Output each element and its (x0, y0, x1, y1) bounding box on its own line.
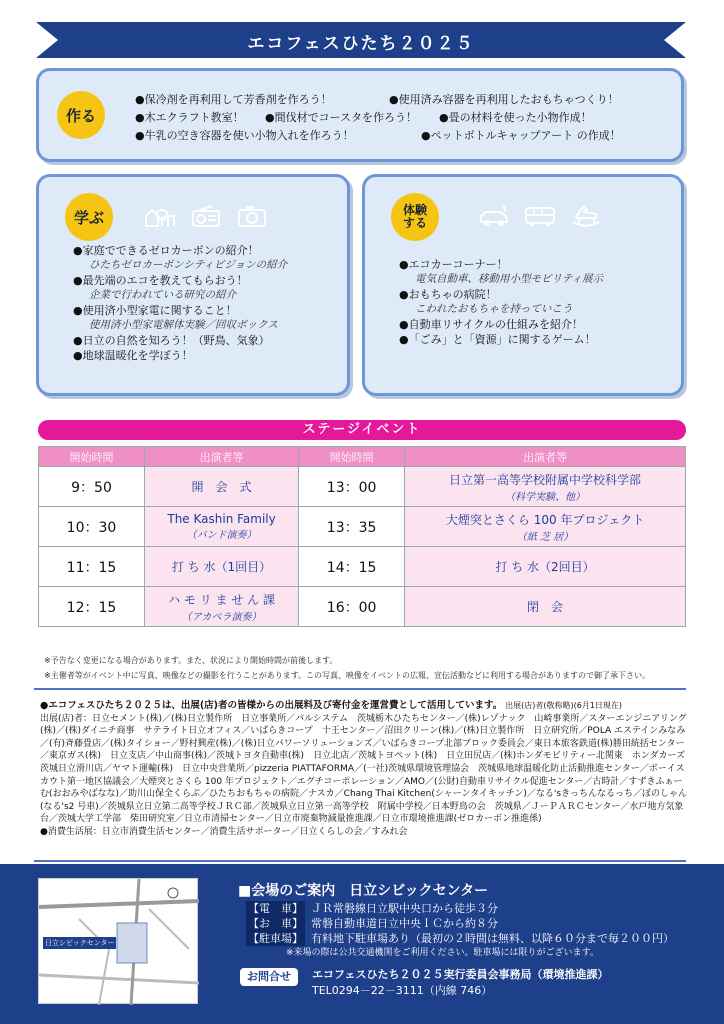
exhibitor-date: 出展(店)者(敬称略)(6月1日現在) (505, 701, 623, 710)
performer: 打 ち 水（1回目） (171, 560, 272, 574)
stage-notes (44, 653, 650, 683)
exhibitor-lead: ●エコフェスひたち２０２５は、出展(店)者の皆様からの出展料及び寄付金を運営費として活用しています。 (40, 700, 503, 711)
tsukuru-item: ●畳の材料を使った小物作成！ (439, 111, 592, 124)
tsukuru-item: ●保冷剤を再利用して芳香剤を作ろう！ (135, 93, 332, 106)
taiken-panel (362, 174, 684, 396)
start-time: 16：00 (299, 587, 405, 627)
start-time: 9：50 (39, 467, 145, 507)
col-header-time: 開始時間 (39, 447, 145, 467)
manabu-item-sub: 企業で行われている研究の紹介 (89, 289, 236, 301)
page-title: エコフェスひたち２０２５ (247, 34, 475, 54)
performer-note: （科学実験、他） (505, 491, 586, 503)
tsukuru-item: ●間伐材でコースタを作ろう！ (265, 111, 418, 124)
table-row (39, 507, 686, 547)
manabu-badge: 学ぶ (65, 193, 113, 241)
access-text: ＪＲ常磐線日立駅中央口から徒歩３分 (311, 902, 498, 915)
access-text: 常磐自動車道日立中央ＩＣから約８分 (311, 917, 498, 930)
start-time: 13：35 (299, 507, 405, 547)
table-row (39, 467, 686, 507)
performer: 打 ち 水（2回目） (495, 560, 595, 574)
performer: The Kashin Family (167, 512, 276, 526)
performer: 大煙突とさくら 100 年プロジェクト (445, 512, 645, 527)
consumer-exhibition: ●消費生活展：日立市消費生活センター／消費生活サポーター／日立くらしの会／すみれ会 (40, 826, 408, 837)
performer: 開 会 式 (191, 480, 252, 494)
contact-org: エコフェスひたち２０２５実行委員会事務局（環境推進課） (312, 968, 609, 981)
tsukuru-item: ●牛乳の空き容器を使い小物入れを作ろう！ (135, 129, 354, 142)
performer: ハ モ リ ま せ ん 課 (168, 592, 275, 607)
contact-tel: TEL0294－22－3111（内線 746） (312, 984, 493, 997)
manabu-item-sub: 使用済小型家電解体実験／回収ボックス (89, 319, 278, 331)
contact-info (312, 967, 608, 999)
manabu-item-title: ●最先端のエコを教えてもらおう！ (73, 274, 248, 287)
rocking-horse-icon (569, 203, 603, 229)
title-banner (36, 22, 686, 58)
taiken-badge: 体験 する (391, 193, 439, 241)
radio-icon (189, 203, 223, 229)
contact-label: お問合せ (240, 968, 298, 986)
camera-icon (235, 203, 269, 229)
taiken-item-title: ●自動車リサイクルの仕組みを紹介！ (399, 318, 584, 331)
performer: 日立第一高等学校附属中学校科学部 (449, 472, 642, 487)
tsukuru-item: ●使用済み容器を再利用したおもちゃつくり！ (389, 93, 619, 106)
taiken-item-title: ●「ごみ」と「資源」に関するゲーム！ (399, 333, 596, 346)
col-header-performer: 出演者等 (145, 447, 299, 467)
section-divider (34, 860, 686, 862)
venue-title: ■会場のご案内 日立シビックセンター (238, 883, 489, 899)
col-header-performer: 出演者等 (405, 447, 686, 467)
access-label: 【お 車】 (248, 917, 303, 930)
venue-map (38, 878, 198, 1004)
venue-access (246, 901, 674, 961)
exhibitor-section (40, 700, 690, 839)
taiken-item-sub: こわれたおもちゃを持っていこう (415, 303, 573, 315)
taiken-item-sub: 電気自動車、移動用小型モビリティ展示 (415, 273, 603, 285)
access-label: 【電 車】 (248, 902, 303, 915)
manabu-list (73, 243, 287, 363)
start-time: 14：15 (299, 547, 405, 587)
manabu-panel (36, 174, 350, 396)
tsukuru-badge: 作る (57, 91, 105, 139)
stage-schedule-table (38, 446, 686, 627)
tsukuru-item: ●ペットボトルキャップアート の作成！ (421, 129, 621, 142)
stage-note: ※予告なく変更になる場合があります。また、状況により開始時間が前後します。 (44, 656, 338, 665)
manabu-item-title: ●家庭でできるゼロカーボンの紹介！ (73, 244, 259, 257)
stage-note: ※主催者等がイベント中に写真、映像などの撮影を行うことがあります。この写真、映像をイベントの広報、宣伝活動などに利用する場合がありますので御了承下さい。 (44, 671, 651, 680)
start-time: 10：30 (39, 507, 145, 547)
table-row (39, 587, 686, 627)
performer: 閉 会 (527, 600, 564, 614)
taiken-item-title: ●おもちゃの病院！ (399, 288, 497, 301)
parking-note: ※来場の際は公共交通機関をご利用ください。駐車場には限りがございます。 (286, 948, 599, 958)
access-text: 有料地下駐車場あり（最初の２時間は無料、以降６０分まで毎２００円） (311, 932, 674, 945)
car-icon (477, 203, 511, 229)
taiken-list (399, 257, 603, 347)
performer-note: （紙 芝 居） (516, 531, 574, 543)
bus-icon (523, 203, 557, 229)
house-tree-icon (143, 203, 177, 229)
performer-note: （バンド演奏） (186, 530, 257, 541)
stage-heading: ステージイベント (38, 420, 686, 440)
taiken-item-title: ●エコカーコーナー！ (399, 258, 508, 271)
manabu-item-title: ●日立の自然を知ろう！（野鳥、気象） (73, 334, 270, 347)
map-venue-label: 日立シビックセンター (45, 939, 115, 947)
performer-note: （アカペラ演奏） (181, 611, 262, 623)
table-row (39, 547, 686, 587)
start-time: 13：00 (299, 467, 405, 507)
start-time: 11：15 (39, 547, 145, 587)
start-time: 12：15 (39, 587, 145, 627)
exhibitor-list: 出展(店)者：日立セメント(株)／(株)日立製作所 日立事業所／パルシステム 茨城栃木ひたちセンター／(株)レゾナック 山崎事業所／スターエンジニアリング(株)／(株)ダイニチ商事 サテライト日立オフィス／いばらきコープ 十王センター／沼田クリーン(株)／(株)日立製作所 日立研究所／POLA エステインみなみ／(有)斉藤畳店／(株)タイショー／野村興産(株)／(株)日立パワーソリューションズ／いばらきコープ北部ブロック委員会／東日本旅客鉄道(株)勝田統括センター／東京ガス(株) 日立支店／中山商事(株)／茨城トヨタ自動車(株) 日立北店／茨城トヨペット(株) 日立田尻店／(株)ホンダモビリティー北関東 ホンダカーズ茨城日立滑川店／ヤマト運輸(株) 日立中央営業所／pizzeria PIATTAFORMA／(一社)茨城県環境管理協会 茨城県地球温暖化防止活動推進センター／ボーイスカウト第一地区協議会／大煙突とさくら 100 年プロジェクト／エグチコーポレーション／AMO／(公財)自動車リサイクル促進センター／古時計／すずきふぁーむ(おおみやばなな)／助川山保全くらぶ／ひたちおもちゃの病院／ナスカ／Chang Thai Kitchen(シャーンタイキッチン)／なる'sきっちんなるっち／ぽのしゃん(なる's2 号車)／茨城県立日立第二高等学校ＪＲＣ部／茨城県立日立第一高等学校 附属中学校／日本野鳥の会 茨城県／ＪーＰＡＲＣセンター／水戸地方気象台／茨城大学工学部 柴田研究室／日立市清掃センター／日立市廃棄物減量推進課／日立市環境推進課(ゼロカーボン推進係) (40, 713, 688, 825)
manabu-item-sub: ひたちゼロカーボンシティビジョンの紹介 (89, 259, 288, 271)
tsukuru-panel (36, 68, 684, 162)
section-divider (34, 688, 686, 690)
manabu-item-title: ●使用済小型家電に関すること！ (73, 304, 237, 317)
col-header-time: 開始時間 (299, 447, 405, 467)
manabu-item-title: ●地球温暖化を学ぼう！ (73, 349, 193, 362)
tsukuru-item: ●木エクラフト教室！ (135, 111, 244, 124)
access-label: 【駐車場】 (248, 932, 303, 945)
